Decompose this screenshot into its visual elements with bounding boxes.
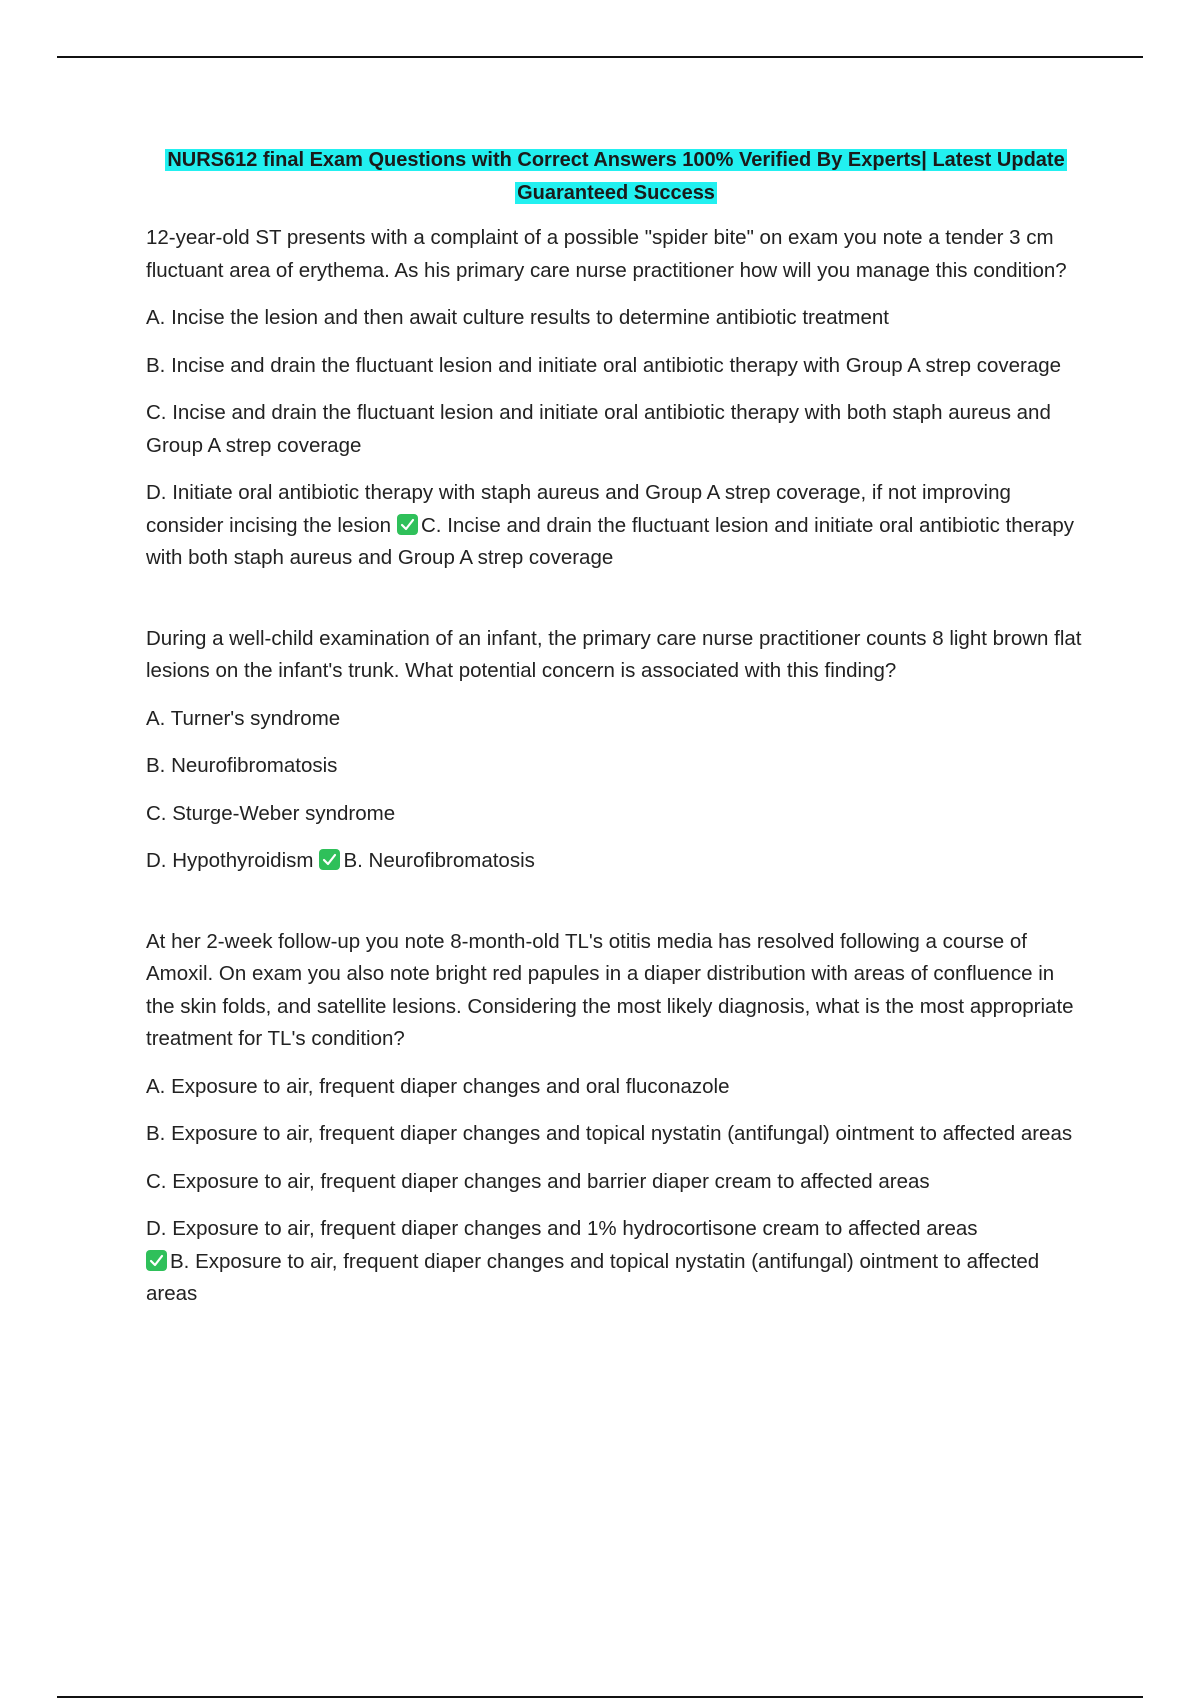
option-d: D. Initiate oral antibiotic therapy with staph aureus and Group A strep coverage, if not improving consider incising the lesion (146, 481, 1011, 537)
bottom-rule (57, 1696, 1143, 1698)
option-d-with-answer (146, 1213, 1086, 1311)
question-block-3 (146, 926, 1086, 1311)
option-d-with-answer (146, 845, 1086, 878)
question-stem: 12-year-old ST presents with a complaint of a possible "spider bite" on exam you note a tender 3 cm fluctuant area of erythema. As his primary care nurse practitioner how will you manage this condition? (146, 226, 1067, 282)
option-d: D. Exposure to air, frequent diaper changes and 1% hydrocortisone cream to affected areas (146, 1217, 978, 1240)
document-body (146, 144, 1086, 1326)
check-mark-icon (146, 1250, 167, 1271)
title-highlight: NURS612 final Exam Questions with Correct Answers 100% Verified By Experts| Latest Update Guaranteed Success (167, 149, 1065, 204)
option-d: D. Hypothyroidism (146, 849, 314, 872)
option-b: B. Neurofibromatosis (146, 754, 338, 777)
option-c: C. Exposure to air, frequent diaper changes and barrier diaper cream to affected areas (146, 1169, 930, 1193)
option-a: A. Turner's syndrome (146, 706, 341, 730)
option-b: B. Incise and drain the fluctuant lesion and initiate oral antibiotic therapy with Group A strep coverage (146, 353, 1062, 377)
option-c: C. Incise and drain the fluctuant lesion and initiate oral antibiotic therapy with both staph aureus and Group A strep coverage (146, 401, 1051, 457)
correct-answer: B. Neurofibromatosis (343, 849, 535, 872)
question-block-1 (146, 222, 1086, 575)
question-stem: During a well-child examination of an infant, the primary care nurse practitioner counts 8 light brown flat lesions on the infant's trunk. What potential concern is associated with this finding? (146, 626, 1082, 682)
question-block-2 (146, 623, 1086, 878)
option-a: A. Exposure to air, frequent diaper changes and oral fluconazole (146, 1074, 730, 1098)
document-title (146, 144, 1086, 210)
option-b: B. Exposure to air, frequent diaper changes and topical nystatin (antifungal) ointment to affected areas (146, 1122, 1073, 1145)
option-c: C. Sturge-Weber syndrome (146, 801, 396, 825)
check-mark-icon (397, 514, 418, 535)
correct-answer: C. Incise and drain the fluctuant lesion and initiate oral antibiotic therapy with both staph aureus and Group A strep coverage (146, 513, 1074, 569)
top-rule (57, 56, 1143, 58)
correct-answer: B. Exposure to air, frequent diaper changes and topical nystatin (antifungal) ointment to affected areas (146, 1249, 1040, 1305)
check-mark-icon (319, 849, 340, 870)
option-a: A. Incise the lesion and then await culture results to determine antibiotic treatment (146, 306, 889, 329)
question-stem: At her 2-week follow-up you note 8-month-old TL's otitis media has resolved following a course of Amoxil. On exam you also note bright red papules in a diaper distribution with areas of confluence in the skin folds, and satellite lesions. Considering the most likely diagnosis, what is the most appropriate treatment for TL's condition? (146, 929, 1074, 1050)
option-d-with-answer (146, 477, 1086, 575)
